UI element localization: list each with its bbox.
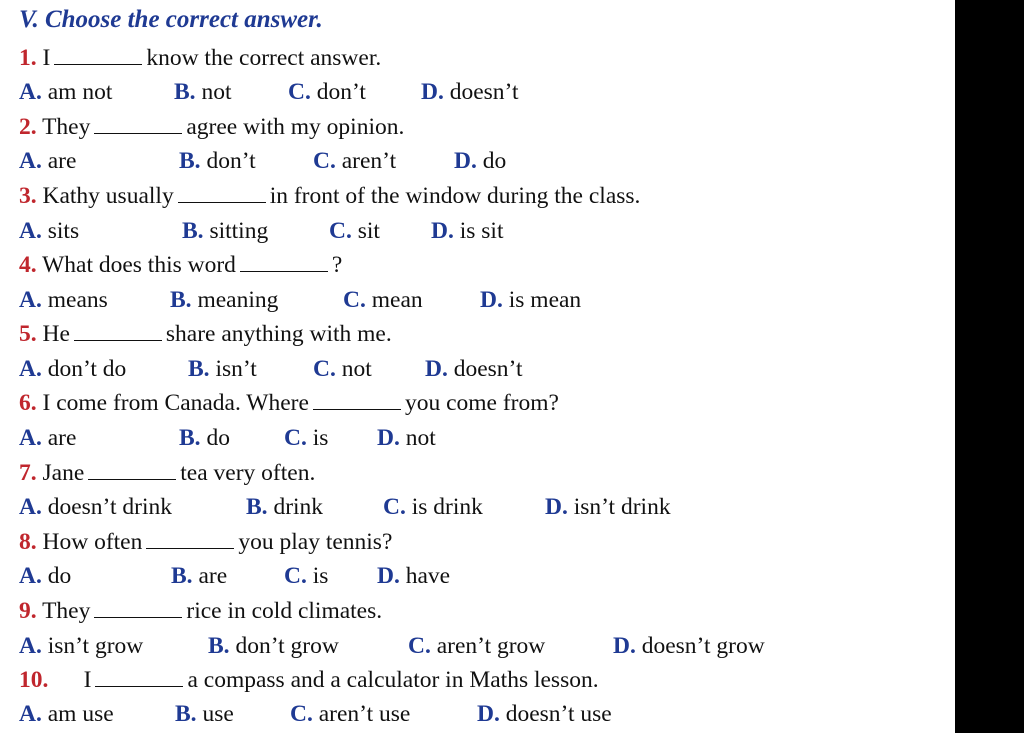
option-letter: C. <box>284 425 307 451</box>
option-letter: C. <box>288 79 311 105</box>
option-letter: B. <box>179 148 201 174</box>
question-7 <box>19 458 315 488</box>
option-d[interactable] <box>431 216 504 246</box>
question-text-after: agree with my opinion. <box>186 114 405 140</box>
option-text: sit <box>357 218 380 244</box>
option-text: do <box>482 148 507 174</box>
option-text: doesn’t <box>449 79 519 105</box>
option-d[interactable] <box>454 146 506 176</box>
option-letter: C. <box>383 494 406 520</box>
option-text: is <box>312 425 329 451</box>
option-letter: B. <box>171 563 193 589</box>
question-text-after: rice in cold climates. <box>186 598 383 624</box>
option-d[interactable] <box>377 423 436 453</box>
answer-blank[interactable] <box>54 46 142 65</box>
question-text-before: Kathy usually <box>42 183 174 209</box>
option-letter: A. <box>19 218 42 244</box>
option-a[interactable] <box>19 216 79 246</box>
option-a[interactable] <box>19 354 126 384</box>
option-text: don’t do <box>47 356 127 382</box>
option-b[interactable] <box>170 285 278 315</box>
option-b[interactable] <box>171 561 227 591</box>
option-c[interactable] <box>343 285 423 315</box>
option-c[interactable] <box>313 146 396 176</box>
option-letter: D. <box>377 563 400 589</box>
option-letter: C. <box>329 218 352 244</box>
option-letter: C. <box>290 701 313 727</box>
option-letter: D. <box>545 494 568 520</box>
option-text: not <box>341 356 372 382</box>
question-number: 3. <box>19 183 37 209</box>
worksheet <box>19 0 949 733</box>
option-text: sitting <box>209 218 269 244</box>
option-text: doesn’t use <box>505 701 612 727</box>
question-number: 7. <box>19 460 37 486</box>
option-d[interactable] <box>545 492 671 522</box>
options-7 <box>19 492 919 522</box>
option-letter: D. <box>454 148 477 174</box>
option-b[interactable] <box>174 77 231 107</box>
question-text-before: I <box>83 667 92 693</box>
option-letter: D. <box>377 425 400 451</box>
option-b[interactable] <box>175 699 234 729</box>
option-letter: C. <box>313 356 336 382</box>
question-number: 10. <box>19 667 49 693</box>
question-number: 8. <box>19 529 37 555</box>
option-text: mean <box>371 287 423 313</box>
option-letter: B. <box>170 287 192 313</box>
option-text: do <box>206 425 230 451</box>
option-c[interactable] <box>284 561 328 591</box>
question-number: 2. <box>19 114 37 140</box>
option-b[interactable] <box>188 354 257 384</box>
question-text-before: Jane <box>42 460 85 486</box>
option-text: aren’t use <box>318 701 411 727</box>
option-letter: D. <box>431 218 454 244</box>
answer-blank[interactable] <box>94 599 182 618</box>
question-number: 9. <box>19 598 37 624</box>
answer-blank[interactable] <box>88 461 176 480</box>
option-b[interactable] <box>246 492 323 522</box>
question-number: 4. <box>19 252 37 278</box>
answer-blank[interactable] <box>240 253 328 272</box>
option-a[interactable] <box>19 146 76 176</box>
option-letter: B. <box>182 218 204 244</box>
option-a[interactable] <box>19 423 76 453</box>
option-c[interactable] <box>284 423 328 453</box>
option-b[interactable] <box>179 146 256 176</box>
question-text-after: a compass and a calculator in Maths lesson. <box>187 667 599 693</box>
option-text: isn’t grow <box>47 633 144 659</box>
option-text: not <box>201 79 232 105</box>
question-text-before: They <box>42 598 91 624</box>
question-text-before: How often <box>42 529 143 555</box>
option-text: is drink <box>411 494 483 520</box>
answer-blank[interactable] <box>95 668 183 687</box>
option-text: isn’t <box>215 356 257 382</box>
option-letter: A. <box>19 356 42 382</box>
option-letter: B. <box>175 701 197 727</box>
option-letter: D. <box>480 287 503 313</box>
option-letter: B. <box>188 356 210 382</box>
options-8 <box>19 561 919 591</box>
option-text: are <box>47 425 77 451</box>
option-text: have <box>405 563 451 589</box>
option-letter: D. <box>613 633 636 659</box>
question-6 <box>19 388 559 418</box>
question-8 <box>19 527 392 557</box>
option-b[interactable] <box>179 423 230 453</box>
question-number: 5. <box>19 321 37 347</box>
option-letter: C. <box>343 287 366 313</box>
option-letter: B. <box>179 425 201 451</box>
question-text-before: What does this word <box>42 252 236 278</box>
black-margin-bar <box>955 0 1024 733</box>
option-text: don’t grow <box>235 633 339 659</box>
question-text-after: you come from? <box>404 390 559 416</box>
option-text: do <box>47 563 72 589</box>
option-letter: B. <box>246 494 268 520</box>
option-text: are <box>47 148 77 174</box>
option-d[interactable] <box>377 561 450 591</box>
option-text: doesn’t grow <box>641 633 765 659</box>
answer-blank[interactable] <box>74 322 162 341</box>
option-text: isn’t drink <box>573 494 671 520</box>
option-a[interactable] <box>19 492 172 522</box>
option-a[interactable] <box>19 699 114 729</box>
option-letter: A. <box>19 633 42 659</box>
option-letter: A. <box>19 563 42 589</box>
option-d[interactable] <box>480 285 581 315</box>
question-text-before: I <box>42 45 51 71</box>
options-3 <box>19 216 919 246</box>
option-text: not <box>405 425 436 451</box>
options-9 <box>19 631 919 661</box>
question-text-after: you play tennis? <box>238 529 393 555</box>
options-5 <box>19 354 919 384</box>
option-a[interactable] <box>19 631 143 661</box>
option-letter: A. <box>19 148 42 174</box>
option-letter: A. <box>19 79 42 105</box>
options-4 <box>19 285 919 315</box>
option-text: is <box>312 563 329 589</box>
option-a[interactable] <box>19 285 108 315</box>
answer-blank[interactable] <box>313 391 401 410</box>
options-2 <box>19 146 919 176</box>
question-number: 6. <box>19 390 37 416</box>
question-text-before: He <box>42 321 70 347</box>
question-number: 1. <box>19 45 37 71</box>
option-text: means <box>47 287 108 313</box>
option-letter: C. <box>313 148 336 174</box>
question-text-after: ? <box>331 252 343 278</box>
option-c[interactable] <box>408 631 545 661</box>
question-9 <box>19 596 382 626</box>
option-d[interactable] <box>421 77 519 107</box>
question-text-after: share anything with me. <box>165 321 392 347</box>
option-text: don’t <box>206 148 256 174</box>
option-letter: D. <box>421 79 444 105</box>
option-c[interactable] <box>329 216 380 246</box>
question-1 <box>19 43 381 73</box>
question-2 <box>19 112 404 142</box>
option-letter: B. <box>208 633 230 659</box>
question-text-before: I come from Canada. Where <box>42 390 309 416</box>
question-4 <box>19 250 342 280</box>
option-letter: A. <box>19 701 42 727</box>
option-a[interactable] <box>19 77 112 107</box>
option-text: drink <box>273 494 324 520</box>
option-text: doesn’t <box>453 356 523 382</box>
option-c[interactable] <box>383 492 483 522</box>
option-letter: A. <box>19 425 42 451</box>
question-3 <box>19 181 640 211</box>
option-letter: A. <box>19 287 42 313</box>
question-10 <box>19 665 599 695</box>
option-text: aren’t grow <box>436 633 546 659</box>
answer-blank[interactable] <box>178 184 266 203</box>
option-b[interactable] <box>182 216 268 246</box>
options-10 <box>19 699 919 729</box>
option-text: am use <box>47 701 114 727</box>
option-text: sits <box>47 218 80 244</box>
options-1 <box>19 77 919 107</box>
option-text: use <box>202 701 234 727</box>
question-text-after: tea very often. <box>180 460 316 486</box>
option-c[interactable] <box>290 699 410 729</box>
exercise-title: V. Choose the correct answer. <box>19 6 323 33</box>
option-text: are <box>198 563 228 589</box>
question-text-after: in front of the window during the class. <box>269 183 641 209</box>
options-6 <box>19 423 919 453</box>
option-text: don’t <box>316 79 366 105</box>
option-d[interactable] <box>477 699 612 729</box>
option-letter: D. <box>477 701 500 727</box>
question-text-before: They <box>42 114 91 140</box>
option-letter: A. <box>19 494 42 520</box>
option-letter: C. <box>408 633 431 659</box>
option-text: aren’t <box>341 148 397 174</box>
answer-blank[interactable] <box>146 530 234 549</box>
question-5 <box>19 319 392 349</box>
option-text: is sit <box>459 218 504 244</box>
option-letter: C. <box>284 563 307 589</box>
option-d[interactable] <box>613 631 765 661</box>
option-text: meaning <box>197 287 279 313</box>
option-d[interactable] <box>425 354 523 384</box>
option-text: am not <box>47 79 113 105</box>
option-text: doesn’t drink <box>47 494 172 520</box>
option-c[interactable] <box>288 77 366 107</box>
option-letter: B. <box>174 79 196 105</box>
option-text: is mean <box>508 287 582 313</box>
option-letter: D. <box>425 356 448 382</box>
answer-blank[interactable] <box>94 115 182 134</box>
question-text-after: know the correct answer. <box>146 45 382 71</box>
option-b[interactable] <box>208 631 339 661</box>
option-a[interactable] <box>19 561 71 591</box>
option-c[interactable] <box>313 354 372 384</box>
